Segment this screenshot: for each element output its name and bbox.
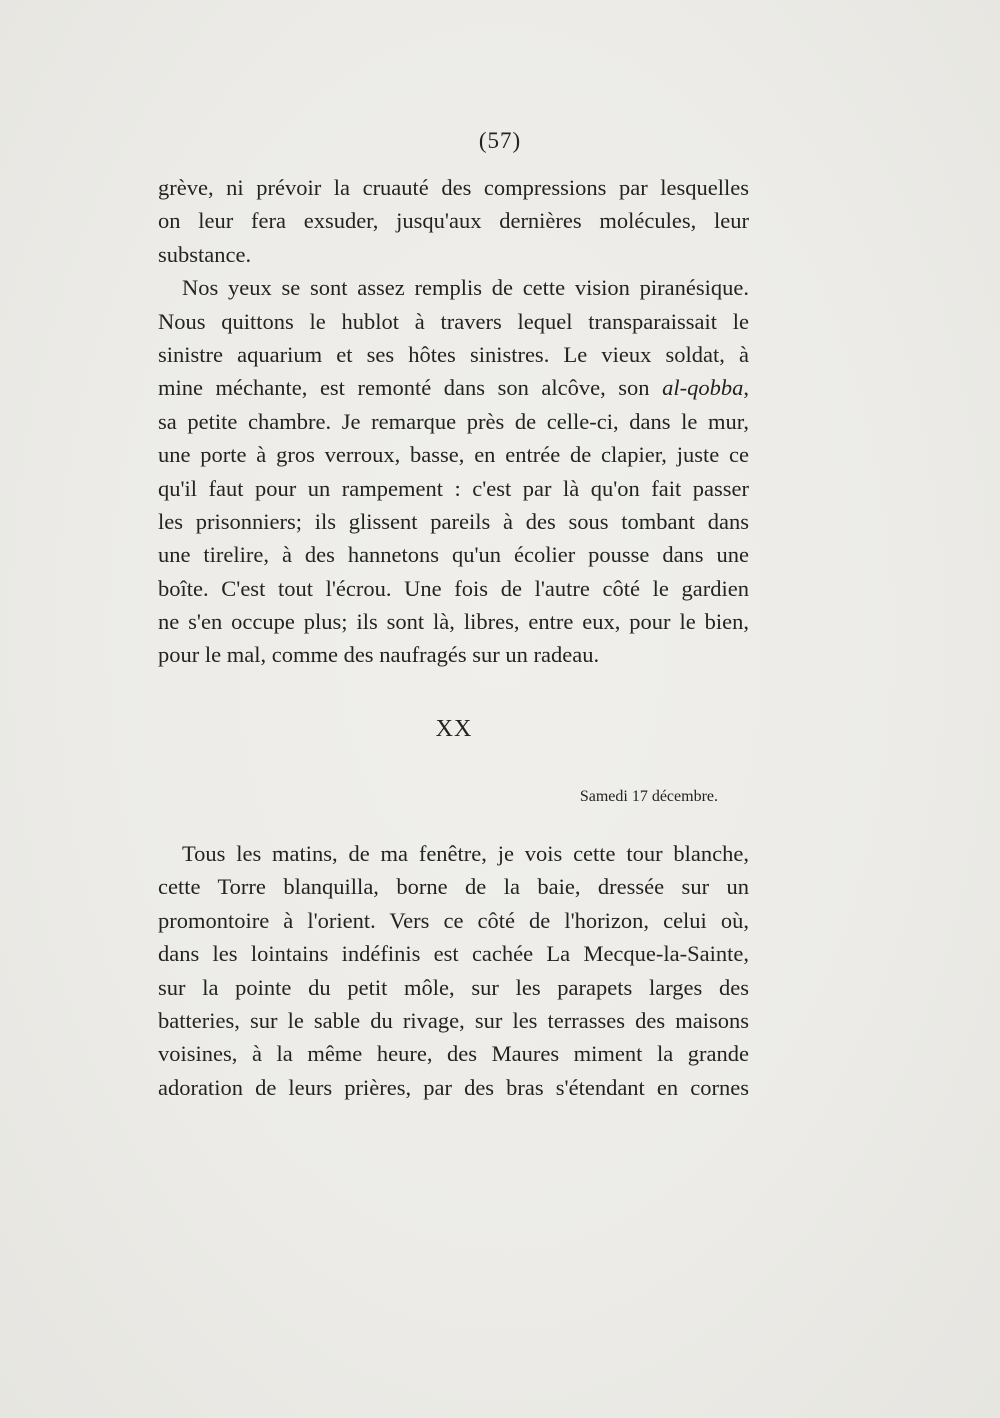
text-line: promontoire à l'orient. Vers ce côté de l'horizon, celui où, bbox=[158, 907, 749, 933]
text-line: batteries, sur le sable du rivage, sur les terrasses des maisons bbox=[158, 1007, 749, 1033]
paragraph-1 bbox=[158, 171, 749, 672]
text-line: sa petite chambre. Je remarque près de celle-ci, dans le mur, bbox=[158, 408, 749, 434]
text-line: Tous les matins, de ma fenêtre, je vois cette tour blanche, bbox=[182, 841, 749, 866]
text-line: mine méchante, est remonté dans son alcôve, son al-qobba, bbox=[158, 375, 749, 401]
text-line: cette Torre blanquilla, borne de la baie, dressée sur un bbox=[158, 874, 749, 900]
text-line: dans les lointains indéfinis est cachée La Mecque-la-Sainte, bbox=[158, 941, 749, 967]
italic-term: al-qobba bbox=[662, 375, 744, 401]
text-line: boîte. C'est tout l'écrou. Une fois de l'autre côté le gardien bbox=[158, 575, 749, 601]
text-line: substance. bbox=[158, 241, 252, 267]
text-line: voisines, à la même heure, des Maures miment la grande bbox=[158, 1041, 749, 1067]
text-line: ne s'en occupe plus; ils sont là, libres, entre eux, pour le bien, bbox=[158, 609, 749, 635]
text-line: une tirelire, à des hannetons qu'un écolier pousse dans une bbox=[158, 542, 749, 568]
text-line: sur la pointe du petit môle, sur les parapets larges des bbox=[158, 974, 749, 1000]
text-line: Nous quittons le hublot à travers lequel transparaissait le bbox=[158, 308, 749, 334]
text-line: qu'il faut pour un rampement : c'est par là qu'on fait passer bbox=[158, 475, 749, 501]
paragraph-2 bbox=[158, 837, 749, 1104]
text-line: les prisonniers; ils glissent pareils à des sous tombant dans bbox=[158, 508, 749, 534]
chapter-heading: XX bbox=[435, 716, 473, 742]
text-line: pour le mal, comme des naufragés sur un radeau. bbox=[158, 642, 600, 668]
text-line: une porte à gros verroux, basse, en entrée de clapier, juste ce bbox=[158, 442, 749, 468]
chapter-date: Samedi 17 décembre. bbox=[579, 788, 718, 805]
text-line: Nos yeux se sont assez remplis de cette vision piranésique. bbox=[182, 275, 749, 301]
text-line: sinistre aquarium et ses hôtes sinistres. Le vieux soldat, à bbox=[158, 341, 749, 367]
text-line: on leur fera exsuder, jusqu'aux dernières molécules, leur bbox=[158, 208, 749, 234]
text-line: grève, ni prévoir la cruauté des compressions par lesquelles bbox=[158, 175, 749, 200]
page-number: (57) bbox=[478, 128, 522, 153]
text-line: adoration de leurs prières, par des bras s'étendant en cornes bbox=[158, 1074, 749, 1100]
